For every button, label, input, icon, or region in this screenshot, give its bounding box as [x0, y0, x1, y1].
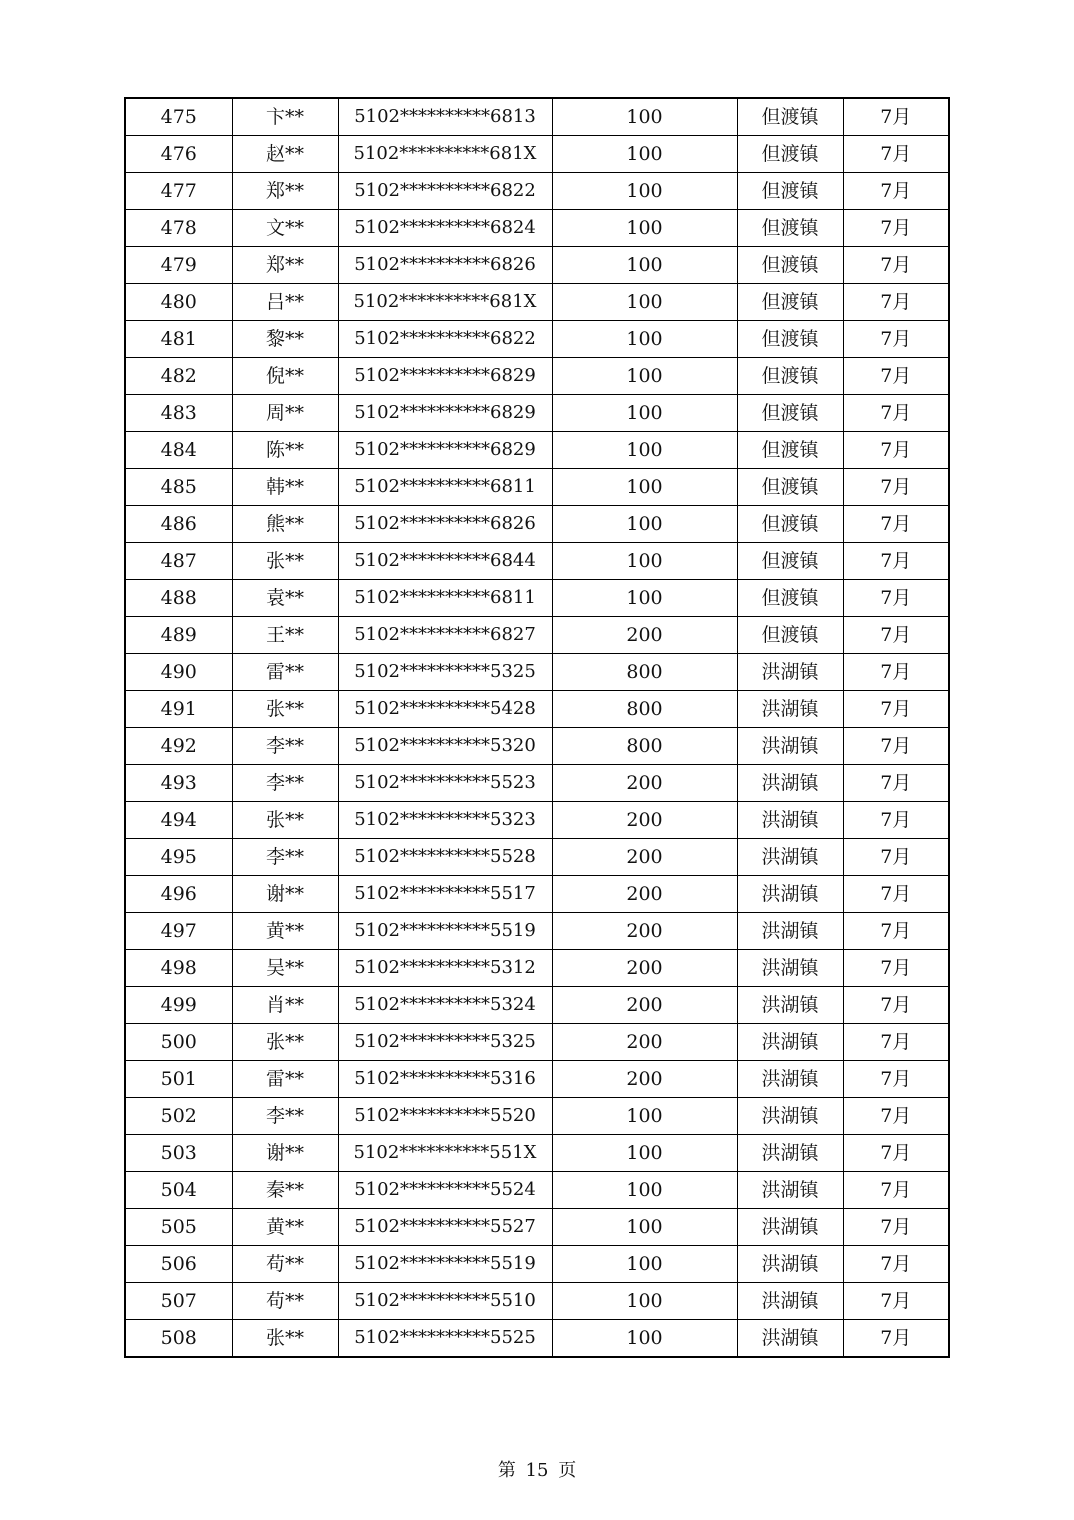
month-cell: 7月: [843, 1283, 949, 1320]
town-cell: 洪湖镇: [737, 913, 843, 950]
table-row: [125, 1320, 949, 1358]
amount-cell: 100: [552, 358, 737, 395]
row-number-cell: 488: [125, 580, 232, 617]
month-cell: 7月: [843, 1209, 949, 1246]
month-cell: 7月: [843, 506, 949, 543]
amount-cell: 100: [552, 580, 737, 617]
month-cell: 7月: [843, 321, 949, 358]
amount-cell: 100: [552, 98, 737, 136]
table-row: [125, 210, 949, 247]
name-cell: 黄**: [232, 913, 338, 950]
town-cell: 洪湖镇: [737, 1283, 843, 1320]
month-cell: 7月: [843, 876, 949, 913]
table-row: [125, 654, 949, 691]
id-number-cell: 5102**********6826: [338, 506, 552, 543]
id-number-cell: 5102**********6829: [338, 358, 552, 395]
table-row: [125, 765, 949, 802]
month-cell: 7月: [843, 765, 949, 802]
town-cell: 洪湖镇: [737, 1172, 843, 1209]
town-cell: 但渡镇: [737, 543, 843, 580]
town-cell: 但渡镇: [737, 321, 843, 358]
month-cell: 7月: [843, 210, 949, 247]
table-row: [125, 432, 949, 469]
town-cell: 洪湖镇: [737, 987, 843, 1024]
town-cell: 但渡镇: [737, 469, 843, 506]
row-number-cell: 505: [125, 1209, 232, 1246]
table-row: [125, 691, 949, 728]
row-number-cell: 482: [125, 358, 232, 395]
amount-cell: 100: [552, 1098, 737, 1135]
town-cell: 但渡镇: [737, 506, 843, 543]
id-number-cell: 5102**********6829: [338, 432, 552, 469]
town-cell: 洪湖镇: [737, 1246, 843, 1283]
row-number-cell: 503: [125, 1135, 232, 1172]
id-number-cell: 5102**********6844: [338, 543, 552, 580]
month-cell: 7月: [843, 1024, 949, 1061]
month-cell: 7月: [843, 1135, 949, 1172]
row-number-cell: 497: [125, 913, 232, 950]
id-number-cell: 5102**********5312: [338, 950, 552, 987]
month-cell: 7月: [843, 839, 949, 876]
table-row: [125, 1172, 949, 1209]
amount-cell: 800: [552, 691, 737, 728]
amount-cell: 200: [552, 802, 737, 839]
amount-cell: 100: [552, 432, 737, 469]
amount-cell: 100: [552, 247, 737, 284]
amount-cell: 200: [552, 839, 737, 876]
id-number-cell: 5102**********5517: [338, 876, 552, 913]
month-cell: 7月: [843, 580, 949, 617]
table-row: [125, 802, 949, 839]
row-number-cell: 481: [125, 321, 232, 358]
name-cell: 张**: [232, 802, 338, 839]
benefit-list-table: [124, 97, 950, 1358]
table-row: [125, 284, 949, 321]
table-row: [125, 728, 949, 765]
id-number-cell: 5102**********6826: [338, 247, 552, 284]
amount-cell: 200: [552, 1024, 737, 1061]
month-cell: 7月: [843, 136, 949, 173]
id-number-cell: 5102**********681X: [338, 284, 552, 321]
amount-cell: 200: [552, 1061, 737, 1098]
name-cell: 张**: [232, 691, 338, 728]
page-footer-prefix: 第: [497, 1460, 516, 1481]
row-number-cell: 493: [125, 765, 232, 802]
month-cell: 7月: [843, 173, 949, 210]
table-row: [125, 913, 949, 950]
table-row: [125, 506, 949, 543]
id-number-cell: 5102**********5325: [338, 1024, 552, 1061]
name-cell: 张**: [232, 1320, 338, 1358]
row-number-cell: 475: [125, 98, 232, 136]
id-number-cell: 5102**********5527: [338, 1209, 552, 1246]
table-row: [125, 950, 949, 987]
amount-cell: 200: [552, 950, 737, 987]
name-cell: 苟**: [232, 1246, 338, 1283]
month-cell: 7月: [843, 1246, 949, 1283]
page-footer-suffix: 页: [558, 1460, 577, 1481]
name-cell: 谢**: [232, 876, 338, 913]
amount-cell: 100: [552, 543, 737, 580]
town-cell: 洪湖镇: [737, 654, 843, 691]
name-cell: 卞**: [232, 98, 338, 136]
town-cell: 洪湖镇: [737, 802, 843, 839]
table-row: [125, 1283, 949, 1320]
name-cell: 谢**: [232, 1135, 338, 1172]
name-cell: 张**: [232, 1024, 338, 1061]
row-number-cell: 484: [125, 432, 232, 469]
table-row: [125, 543, 949, 580]
name-cell: 张**: [232, 543, 338, 580]
month-cell: 7月: [843, 691, 949, 728]
table-row: [125, 580, 949, 617]
amount-cell: 200: [552, 876, 737, 913]
town-cell: 洪湖镇: [737, 839, 843, 876]
row-number-cell: 506: [125, 1246, 232, 1283]
town-cell: 洪湖镇: [737, 1320, 843, 1358]
table-row: [125, 617, 949, 654]
name-cell: 王**: [232, 617, 338, 654]
table-body: [125, 98, 949, 1357]
town-cell: 但渡镇: [737, 173, 843, 210]
id-number-cell: 5102**********6829: [338, 395, 552, 432]
town-cell: 但渡镇: [737, 358, 843, 395]
town-cell: 但渡镇: [737, 136, 843, 173]
amount-cell: 100: [552, 1283, 737, 1320]
table-row: [125, 469, 949, 506]
town-cell: 洪湖镇: [737, 950, 843, 987]
id-number-cell: 5102**********5519: [338, 1246, 552, 1283]
row-number-cell: 496: [125, 876, 232, 913]
month-cell: 7月: [843, 1061, 949, 1098]
table-row: [125, 321, 949, 358]
month-cell: 7月: [843, 247, 949, 284]
row-number-cell: 499: [125, 987, 232, 1024]
row-number-cell: 501: [125, 1061, 232, 1098]
id-number-cell: 5102**********6827: [338, 617, 552, 654]
town-cell: 但渡镇: [737, 580, 843, 617]
town-cell: 但渡镇: [737, 210, 843, 247]
row-number-cell: 483: [125, 395, 232, 432]
month-cell: 7月: [843, 654, 949, 691]
name-cell: 李**: [232, 1098, 338, 1135]
name-cell: 韩**: [232, 469, 338, 506]
table-row: [125, 839, 949, 876]
table-row: [125, 98, 949, 136]
name-cell: 周**: [232, 395, 338, 432]
id-number-cell: 5102**********5324: [338, 987, 552, 1024]
name-cell: 熊**: [232, 506, 338, 543]
name-cell: 李**: [232, 728, 338, 765]
row-number-cell: 485: [125, 469, 232, 506]
town-cell: 洪湖镇: [737, 1209, 843, 1246]
town-cell: 洪湖镇: [737, 765, 843, 802]
id-number-cell: 5102**********5320: [338, 728, 552, 765]
id-number-cell: 5102**********681X: [338, 136, 552, 173]
month-cell: 7月: [843, 950, 949, 987]
id-number-cell: 5102**********5525: [338, 1320, 552, 1358]
town-cell: 洪湖镇: [737, 876, 843, 913]
row-number-cell: 480: [125, 284, 232, 321]
table-row: [125, 1135, 949, 1172]
amount-cell: 100: [552, 210, 737, 247]
name-cell: 秦**: [232, 1172, 338, 1209]
month-cell: 7月: [843, 543, 949, 580]
town-cell: 洪湖镇: [737, 1024, 843, 1061]
town-cell: 但渡镇: [737, 432, 843, 469]
row-number-cell: 495: [125, 839, 232, 876]
town-cell: 但渡镇: [737, 284, 843, 321]
amount-cell: 100: [552, 173, 737, 210]
row-number-cell: 478: [125, 210, 232, 247]
row-number-cell: 504: [125, 1172, 232, 1209]
amount-cell: 100: [552, 1246, 737, 1283]
row-number-cell: 479: [125, 247, 232, 284]
month-cell: 7月: [843, 913, 949, 950]
id-number-cell: 5102**********5316: [338, 1061, 552, 1098]
row-number-cell: 508: [125, 1320, 232, 1358]
id-number-cell: 5102**********5524: [338, 1172, 552, 1209]
table-row: [125, 358, 949, 395]
row-number-cell: 491: [125, 691, 232, 728]
id-number-cell: 5102**********6822: [338, 321, 552, 358]
row-number-cell: 502: [125, 1098, 232, 1135]
table-row: [125, 395, 949, 432]
name-cell: 肖**: [232, 987, 338, 1024]
amount-cell: 200: [552, 617, 737, 654]
amount-cell: 100: [552, 395, 737, 432]
id-number-cell: 5102**********6822: [338, 173, 552, 210]
row-number-cell: 494: [125, 802, 232, 839]
row-number-cell: 486: [125, 506, 232, 543]
table-row: [125, 987, 949, 1024]
table-row: [125, 247, 949, 284]
name-cell: 郑**: [232, 173, 338, 210]
name-cell: 黄**: [232, 1209, 338, 1246]
row-number-cell: 487: [125, 543, 232, 580]
row-number-cell: 492: [125, 728, 232, 765]
month-cell: 7月: [843, 1172, 949, 1209]
id-number-cell: 5102**********5510: [338, 1283, 552, 1320]
id-number-cell: 5102**********6813: [338, 98, 552, 136]
row-number-cell: 507: [125, 1283, 232, 1320]
town-cell: 但渡镇: [737, 395, 843, 432]
amount-cell: 200: [552, 913, 737, 950]
amount-cell: 100: [552, 321, 737, 358]
town-cell: 但渡镇: [737, 247, 843, 284]
row-number-cell: 489: [125, 617, 232, 654]
name-cell: 倪**: [232, 358, 338, 395]
name-cell: 吴**: [232, 950, 338, 987]
row-number-cell: 477: [125, 173, 232, 210]
amount-cell: 800: [552, 654, 737, 691]
id-number-cell: 5102**********5323: [338, 802, 552, 839]
month-cell: 7月: [843, 987, 949, 1024]
amount-cell: 100: [552, 506, 737, 543]
amount-cell: 100: [552, 136, 737, 173]
id-number-cell: 5102**********5520: [338, 1098, 552, 1135]
table-row: [125, 173, 949, 210]
id-number-cell: 5102**********5428: [338, 691, 552, 728]
amount-cell: 100: [552, 1172, 737, 1209]
name-cell: 文**: [232, 210, 338, 247]
month-cell: 7月: [843, 1320, 949, 1358]
id-number-cell: 5102**********6811: [338, 469, 552, 506]
name-cell: 陈**: [232, 432, 338, 469]
id-number-cell: 5102**********5528: [338, 839, 552, 876]
name-cell: 苟**: [232, 1283, 338, 1320]
row-number-cell: 490: [125, 654, 232, 691]
town-cell: 洪湖镇: [737, 1135, 843, 1172]
month-cell: 7月: [843, 98, 949, 136]
town-cell: 洪湖镇: [737, 1061, 843, 1098]
id-number-cell: 5102**********6811: [338, 580, 552, 617]
table-row: [125, 1024, 949, 1061]
id-number-cell: 5102**********5523: [338, 765, 552, 802]
amount-cell: 200: [552, 987, 737, 1024]
month-cell: 7月: [843, 728, 949, 765]
row-number-cell: 476: [125, 136, 232, 173]
amount-cell: 200: [552, 765, 737, 802]
amount-cell: 100: [552, 1320, 737, 1358]
table-row: [125, 876, 949, 913]
id-number-cell: 5102**********5519: [338, 913, 552, 950]
name-cell: 袁**: [232, 580, 338, 617]
month-cell: 7月: [843, 432, 949, 469]
table-row: [125, 1098, 949, 1135]
town-cell: 洪湖镇: [737, 728, 843, 765]
town-cell: 但渡镇: [737, 98, 843, 136]
id-number-cell: 5102**********5325: [338, 654, 552, 691]
name-cell: 李**: [232, 765, 338, 802]
row-number-cell: 498: [125, 950, 232, 987]
table-row: [125, 1061, 949, 1098]
amount-cell: 800: [552, 728, 737, 765]
amount-cell: 100: [552, 284, 737, 321]
town-cell: 洪湖镇: [737, 1098, 843, 1135]
name-cell: 赵**: [232, 136, 338, 173]
name-cell: 雷**: [232, 1061, 338, 1098]
name-cell: 李**: [232, 839, 338, 876]
month-cell: 7月: [843, 802, 949, 839]
town-cell: 但渡镇: [737, 617, 843, 654]
town-cell: 洪湖镇: [737, 691, 843, 728]
page-number: 15: [525, 1460, 549, 1481]
name-cell: 黎**: [232, 321, 338, 358]
amount-cell: 100: [552, 1135, 737, 1172]
amount-cell: 100: [552, 469, 737, 506]
name-cell: 吕**: [232, 284, 338, 321]
table-row: [125, 1246, 949, 1283]
month-cell: 7月: [843, 1098, 949, 1135]
row-number-cell: 500: [125, 1024, 232, 1061]
name-cell: 郑**: [232, 247, 338, 284]
month-cell: 7月: [843, 358, 949, 395]
month-cell: 7月: [843, 395, 949, 432]
month-cell: 7月: [843, 617, 949, 654]
month-cell: 7月: [843, 284, 949, 321]
id-number-cell: 5102**********6824: [338, 210, 552, 247]
table-row: [125, 1209, 949, 1246]
page-footer: [0, 1456, 1074, 1482]
id-number-cell: 5102**********551X: [338, 1135, 552, 1172]
name-cell: 雷**: [232, 654, 338, 691]
month-cell: 7月: [843, 469, 949, 506]
table-row: [125, 136, 949, 173]
amount-cell: 100: [552, 1209, 737, 1246]
